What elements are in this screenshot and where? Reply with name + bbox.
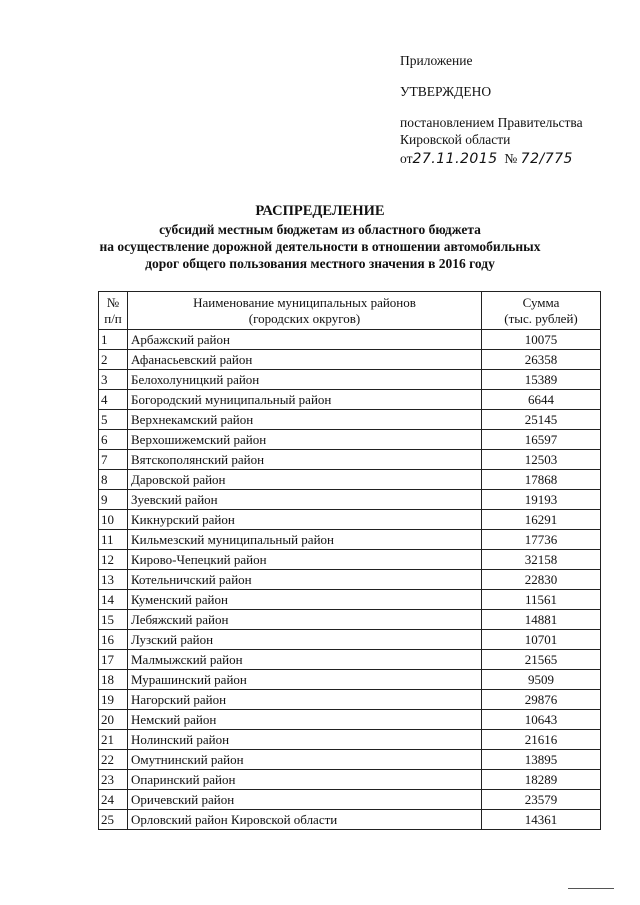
title-line-2: на осуществление дорожной деятельности в отношении автомобильных: [99, 239, 541, 254]
row-name: Котельничский район: [128, 570, 482, 590]
title-line-3: дорог общего пользования местного значения в 2016 году: [145, 256, 495, 271]
row-sum: 16291: [482, 510, 601, 530]
row-num: 19: [99, 690, 128, 710]
row-sum: 25145: [482, 410, 601, 430]
table-row: [99, 810, 601, 830]
row-sum: 23579: [482, 790, 601, 810]
table-row: [99, 650, 601, 670]
row-name: Малмыжский район: [128, 650, 482, 670]
decree-date-handwritten: 27.11.2015: [412, 151, 498, 167]
table-row: [99, 350, 601, 370]
table-row: [99, 670, 601, 690]
table-row: [99, 730, 601, 750]
row-sum: 16597: [482, 430, 601, 450]
row-num: 4: [99, 390, 128, 410]
table-row: [99, 450, 601, 470]
row-num: 20: [99, 710, 128, 730]
row-name: Куменский район: [128, 590, 482, 610]
title-main: РАСПРЕДЕЛЕНИЕ: [255, 203, 385, 219]
row-name: Богородский муниципальный район: [128, 390, 482, 410]
row-sum: 11561: [482, 590, 601, 610]
footer-line: [568, 888, 614, 889]
table-row: [99, 770, 601, 790]
row-name: Опаринский район: [128, 770, 482, 790]
header-num-line-2: п/п: [104, 310, 122, 326]
table-row: [99, 610, 601, 630]
row-sum: 14881: [482, 610, 601, 630]
row-name: Оричевский район: [128, 790, 482, 810]
row-sum: 9509: [482, 670, 601, 690]
header-name-line-1: Наименование муниципальных районов: [193, 294, 416, 310]
appendix-label: Приложение: [400, 53, 473, 68]
row-sum: 6644: [482, 390, 601, 410]
row-num: 21: [99, 730, 128, 750]
row-sum: 29876: [482, 690, 601, 710]
row-num: 9: [99, 490, 128, 510]
table-row: [99, 490, 601, 510]
row-num: 7: [99, 450, 128, 470]
row-num: 5: [99, 410, 128, 430]
approved-label: УТВЕРЖДЕНО: [400, 84, 492, 99]
row-sum: 17736: [482, 530, 601, 550]
row-num: 18: [99, 670, 128, 690]
row-sum: 19193: [482, 490, 601, 510]
row-num: 8: [99, 470, 128, 490]
row-num: 6: [99, 430, 128, 450]
row-sum: 14361: [482, 810, 601, 830]
row-num: 16: [99, 630, 128, 650]
table-row: [99, 410, 601, 430]
row-name: Кильмезский муниципальный район: [128, 530, 482, 550]
title-line-1: субсидий местным бюджетам из областного бюджета: [159, 222, 481, 237]
row-sum: 26358: [482, 350, 601, 370]
row-name: Орловский район Кировской области: [128, 810, 482, 830]
row-num: 2: [99, 350, 128, 370]
table-row: [99, 370, 601, 390]
table-row: [99, 330, 601, 350]
row-name: Верхошижемский район: [128, 430, 482, 450]
row-num: 1: [99, 330, 128, 350]
header-sum-line-2: (тыс. рублей): [504, 310, 578, 326]
table-row: [99, 530, 601, 550]
header-name-line-2: (городских округов): [248, 310, 361, 326]
row-name: Немский район: [128, 710, 482, 730]
header-name: [128, 292, 482, 330]
row-num: 12: [99, 550, 128, 570]
decree-number-handwritten: 72/775: [520, 151, 573, 167]
table-row: [99, 590, 601, 610]
decree-line-1: постановлением Правительства: [400, 115, 583, 130]
row-name: Даровской район: [128, 470, 482, 490]
row-name: Вятскополянский район: [128, 450, 482, 470]
row-num: 10: [99, 510, 128, 530]
row-num: 25: [99, 810, 128, 830]
header-num: [99, 292, 128, 330]
table-row: [99, 510, 601, 530]
table-row: [99, 790, 601, 810]
table-row: [99, 430, 601, 450]
row-num: 22: [99, 750, 128, 770]
table-row: [99, 570, 601, 590]
row-num: 23: [99, 770, 128, 790]
row-num: 3: [99, 370, 128, 390]
table-row: [99, 390, 601, 410]
row-name: Лебяжский район: [128, 610, 482, 630]
row-name: Нолинский район: [128, 730, 482, 750]
decree-line-2: Кировской области: [400, 132, 511, 147]
date-prefix: от: [400, 151, 413, 166]
row-sum: 15389: [482, 370, 601, 390]
row-sum: 22830: [482, 570, 601, 590]
row-num: 14: [99, 590, 128, 610]
table-header-row: [99, 292, 601, 330]
number-label: №: [504, 151, 518, 166]
distribution-table: [98, 291, 601, 830]
row-name: Мурашинский район: [128, 670, 482, 690]
header-num-line-1: №: [106, 294, 120, 310]
row-sum: 21565: [482, 650, 601, 670]
table-row: [99, 750, 601, 770]
row-name: Омутнинский район: [128, 750, 482, 770]
approval-stamp: [400, 52, 632, 168]
row-sum: 21616: [482, 730, 601, 750]
table-row: [99, 710, 601, 730]
header-sum: [482, 292, 601, 330]
row-name: Арбажский район: [128, 330, 482, 350]
row-sum: 18289: [482, 770, 601, 790]
row-sum: 13895: [482, 750, 601, 770]
table-body: [99, 330, 601, 830]
decree-date-line: [400, 150, 632, 168]
row-sum: 10701: [482, 630, 601, 650]
table-row: [99, 550, 601, 570]
row-sum: 10075: [482, 330, 601, 350]
table-row: [99, 630, 601, 650]
document-title: [0, 203, 640, 272]
row-name: Лузский район: [128, 630, 482, 650]
row-num: 15: [99, 610, 128, 630]
table-row: [99, 690, 601, 710]
row-num: 17: [99, 650, 128, 670]
row-name: Кикнурский район: [128, 510, 482, 530]
row-sum: 17868: [482, 470, 601, 490]
row-name: Белохолуницкий район: [128, 370, 482, 390]
row-sum: 12503: [482, 450, 601, 470]
row-sum: 32158: [482, 550, 601, 570]
row-name: Верхнекамский район: [128, 410, 482, 430]
table-row: [99, 470, 601, 490]
row-name: Нагорский район: [128, 690, 482, 710]
row-num: 24: [99, 790, 128, 810]
row-name: Зуевский район: [128, 490, 482, 510]
row-name: Кирово-Чепецкий район: [128, 550, 482, 570]
row-num: 11: [99, 530, 128, 550]
row-sum: 10643: [482, 710, 601, 730]
header-sum-line-1: Сумма: [522, 294, 560, 310]
row-num: 13: [99, 570, 128, 590]
row-name: Афанасьевский район: [128, 350, 482, 370]
